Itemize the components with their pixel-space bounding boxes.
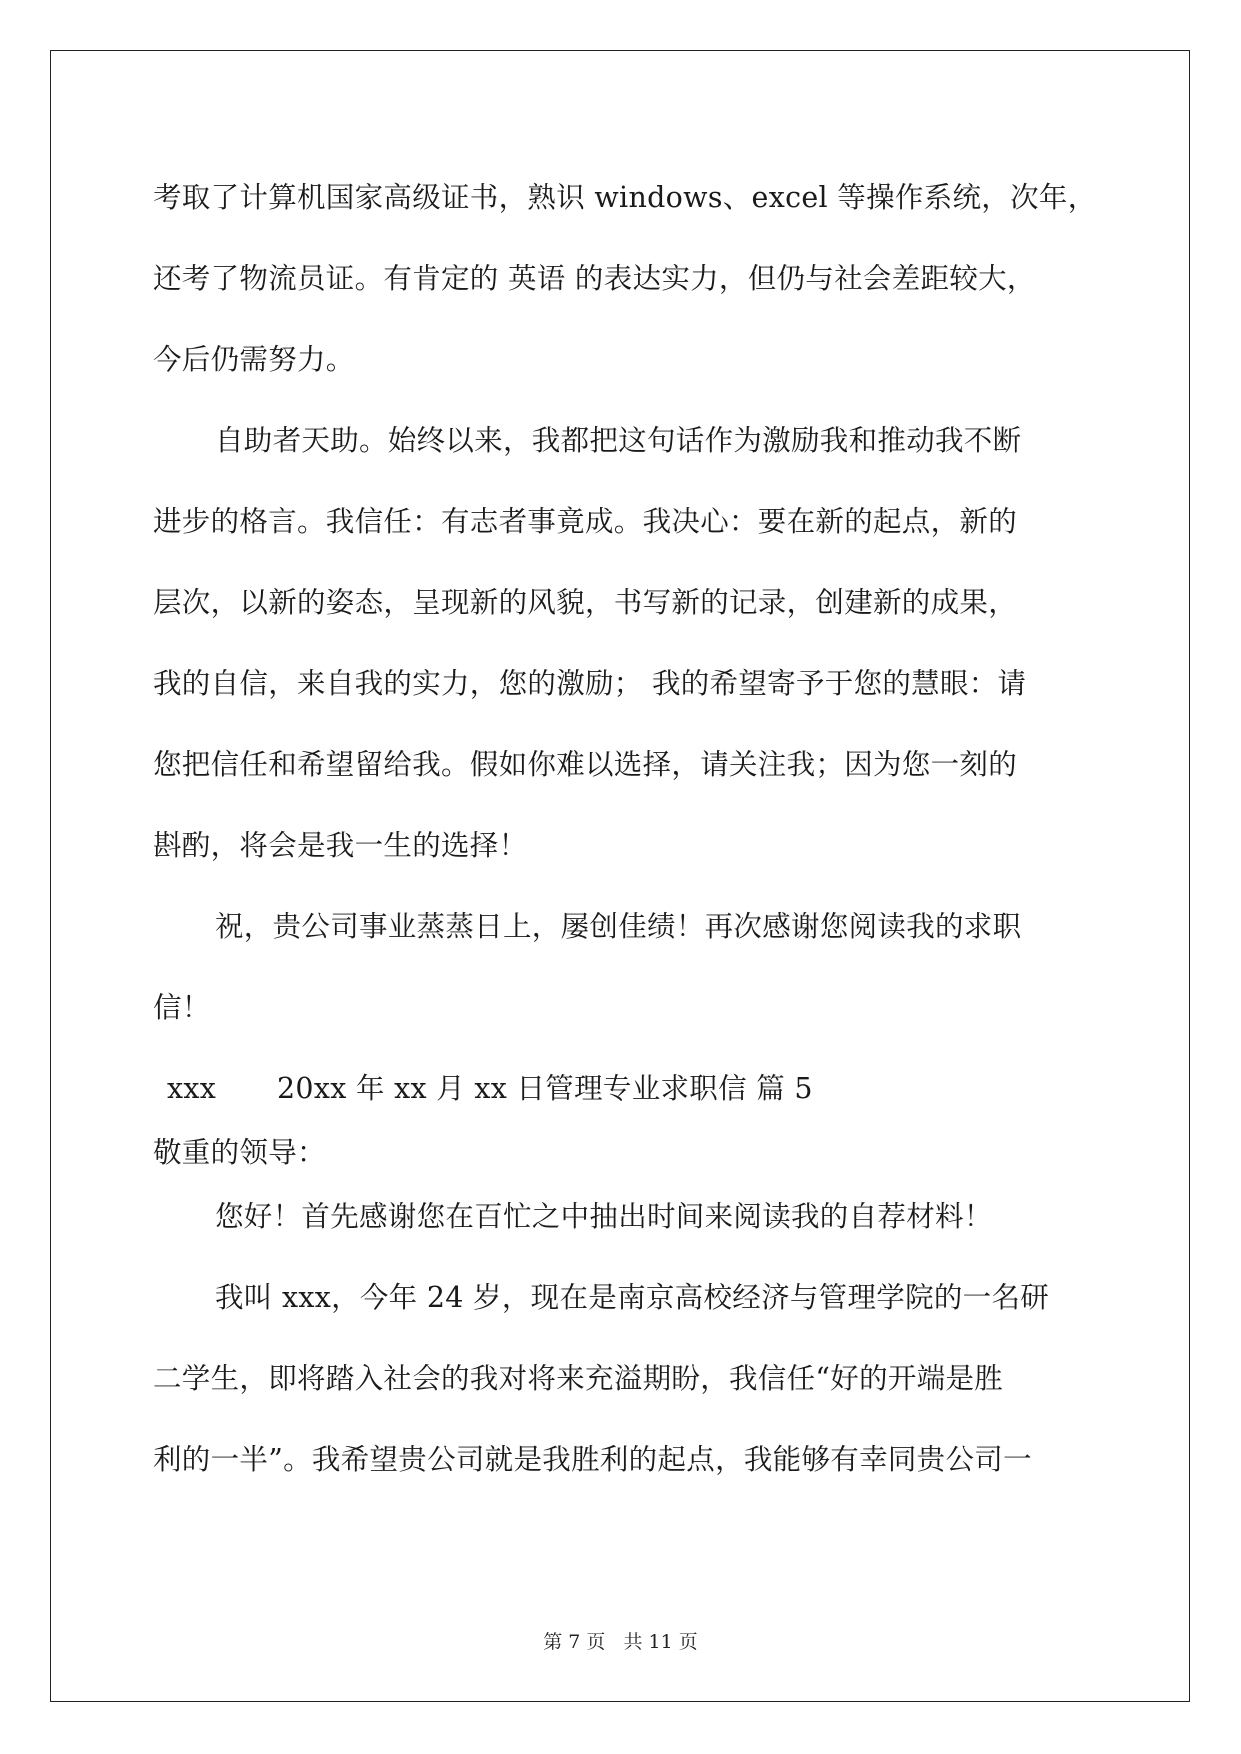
- date-and-section-title: 20xx 年 xx 月 xx 日管理专业求职信 篇 5: [277, 1072, 813, 1105]
- signature-name: xxx: [167, 1072, 217, 1105]
- page-total: 共 11 页: [623, 1631, 698, 1653]
- document-body: [153, 168, 1097, 1511]
- salutation: 敬重的领导：: [153, 1136, 326, 1169]
- paragraph-line: 层次，以新的姿态，呈现新的风貌，书写新的记录，创建新的成果，: [153, 586, 1018, 619]
- paragraph-line: 考取了计算机国家高级证书，熟识 windows、excel 等操作系统，次年，: [153, 181, 1097, 214]
- paragraph-line: 还考了物流员证。有肯定的 英语 的表达实力，但仍与社会差距较大，: [153, 262, 1036, 295]
- paragraph-line: 斟酌，将会是我一生的选择！: [153, 829, 528, 862]
- paragraph-line: 自助者天助。始终以来，我都把这句话作为激励我和推动我不断: [215, 424, 1022, 457]
- page-footer: [0, 1627, 1241, 1654]
- paragraph-line: 今后仍需努力。: [153, 343, 355, 376]
- signature-heading: [153, 1059, 1093, 1123]
- paragraph-line: 您好！首先感谢您在百忙之中抽出时间来阅读我的自荐材料！: [215, 1200, 993, 1233]
- paragraph-line: 二学生，即将踏入社会的我对将来充溢期盼，我信任“好的开端是胜: [153, 1362, 1004, 1395]
- page-number: 第 7 页: [543, 1631, 606, 1653]
- paragraph-line: 我的自信，来自我的实力，您的激励； 我的希望寄予于您的慧眼：请: [153, 667, 1027, 700]
- paragraph-line: 我叫 xxx，今年 24 岁，现在是南京高校经济与管理学院的一名研: [215, 1281, 1050, 1314]
- paragraph-line: 进步的格言。我信任：有志者事竟成。我决心：要在新的起点，新的: [153, 505, 1018, 538]
- paragraph-line: 利的一半”。我希望贵公司就是我胜利的起点，我能够有幸同贵公司一: [153, 1443, 1032, 1476]
- paragraph-line: 您把信任和希望留给我。假如你难以选择，请关注我；因为您一刻的: [153, 748, 1018, 781]
- paragraph-line: 祝，贵公司事业蒸蒸日上，屡创佳绩！再次感谢您阅读我的求职: [215, 910, 1022, 943]
- paragraph-line: 信！: [153, 991, 211, 1024]
